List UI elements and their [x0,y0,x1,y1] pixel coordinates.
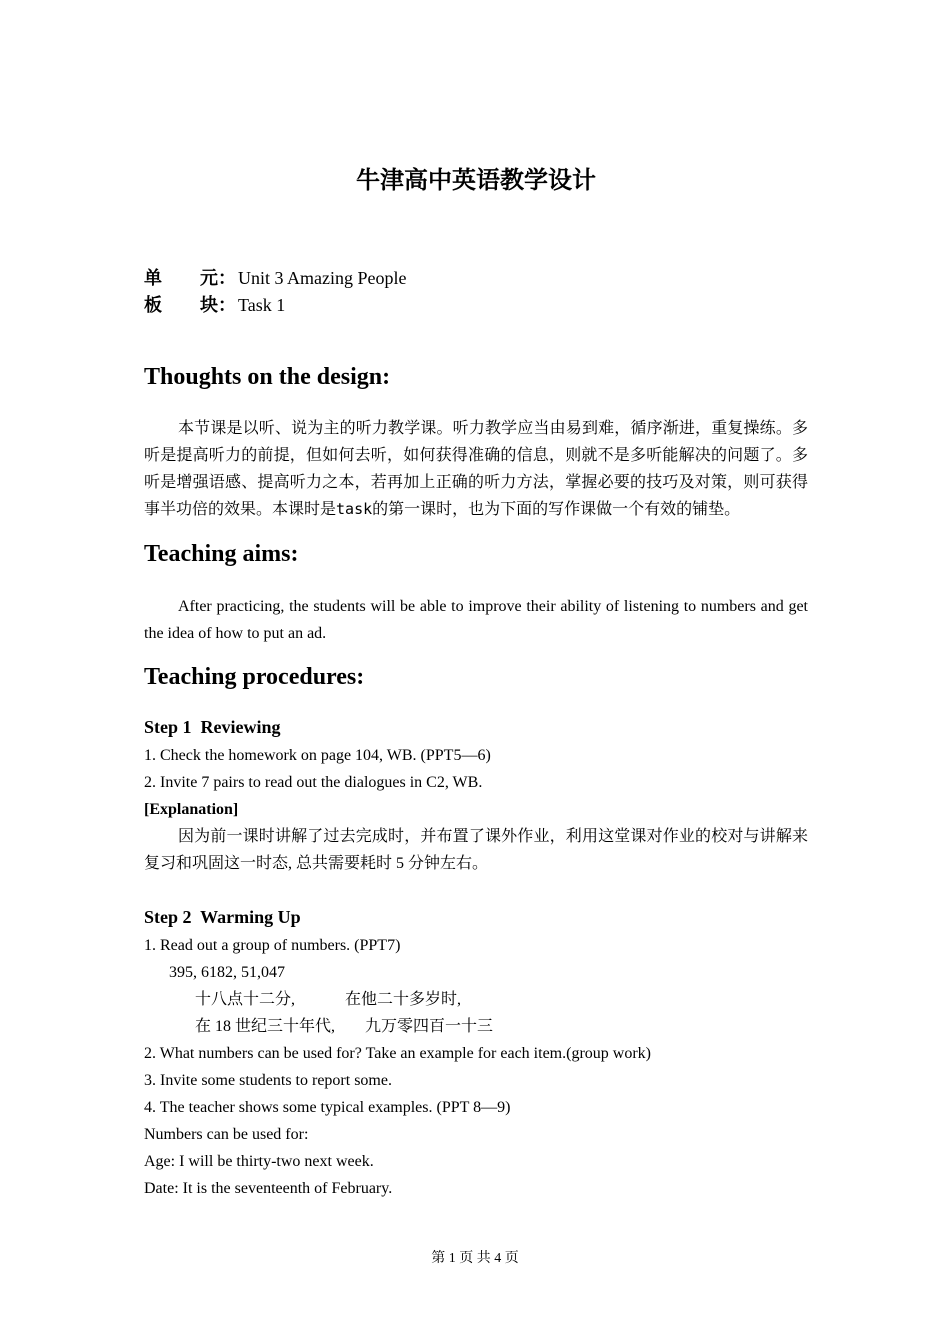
explanation-label: [Explanation] [144,801,239,818]
numbers-list: 395, 6182, 51,047 [169,964,285,981]
cn-number-d: 九万零四百一十三 [365,1018,494,1035]
thoughts-heading: Thoughts on the design: [144,364,391,390]
step1-title: Step 1 Reviewing [144,717,281,737]
thoughts-paragraph: 本节课是以听、说为主的听力教学课。听力教学应当由易到难，循序渐进，重复操练。多听是提高听力的前提，但如何去听，如何获得准确的信息，则就不是多听能解决的问题了。多听是增强语感、提高听力之本，若再加上正确的听力方法，掌握必要的技巧及对策，则可获得事半功倍的效果。本课时是task的第一课时，也为下面的写作课做一个有效的铺垫。 [144,420,808,518]
cn-number-a: 十八点十二分, [195,991,296,1008]
section-row [144,292,285,319]
cn-number-c: 在 18 世纪三十年代, [195,1018,336,1035]
page-title: 牛津高中英语教学设计 [356,168,596,194]
explanation-text: 因为前一课时讲解了过去完成时，并布置了课外作业，利用这堂课对作业的校对与讲解来复习和巩固这一时态, 总共需要耗时 5 分钟左右。 [144,828,808,872]
step2-item-3: 3. Invite some students to report some. [144,1072,392,1089]
step2-item-1: 1. Read out a group of numbers. (PPT7) [144,937,401,954]
procedures-heading: Teaching procedures: [144,664,365,690]
date-example: Date: It is the seventeenth of February. [144,1180,393,1197]
cn-number-b: 在他二十多岁时, [345,991,462,1008]
unit-label: 单 元： [144,268,236,288]
page-footer: 第 1 页 共 4 页 [431,1251,519,1266]
section-value: Task 1 [238,295,286,315]
section-label: 板 块： [144,295,236,315]
unit-value: Unit 3 Amazing People [238,268,407,288]
step1-item-1: 1. Check the homework on page 104, WB. (PPT5—6) [144,747,491,764]
step2-item-4: 4. The teacher shows some typical examples. (PPT 8—9) [144,1099,511,1116]
step2-title: Step 2 Warming Up [144,907,301,927]
age-example: Age: I will be thirty-two next week. [144,1153,374,1170]
unit-row [144,265,406,292]
aims-paragraph: After practicing, the students will be able to improve their ability of listening to numbers and get the idea of how to put an ad. [144,598,808,642]
used-for-line: Numbers can be used for: [144,1126,309,1143]
step2-item-2: 2. What numbers can be used for? Take an example for each item.(group work) [144,1045,651,1062]
aims-heading: Teaching aims: [144,541,299,567]
step1-item-2: 2. Invite 7 pairs to read out the dialogues in C2, WB. [144,774,483,791]
